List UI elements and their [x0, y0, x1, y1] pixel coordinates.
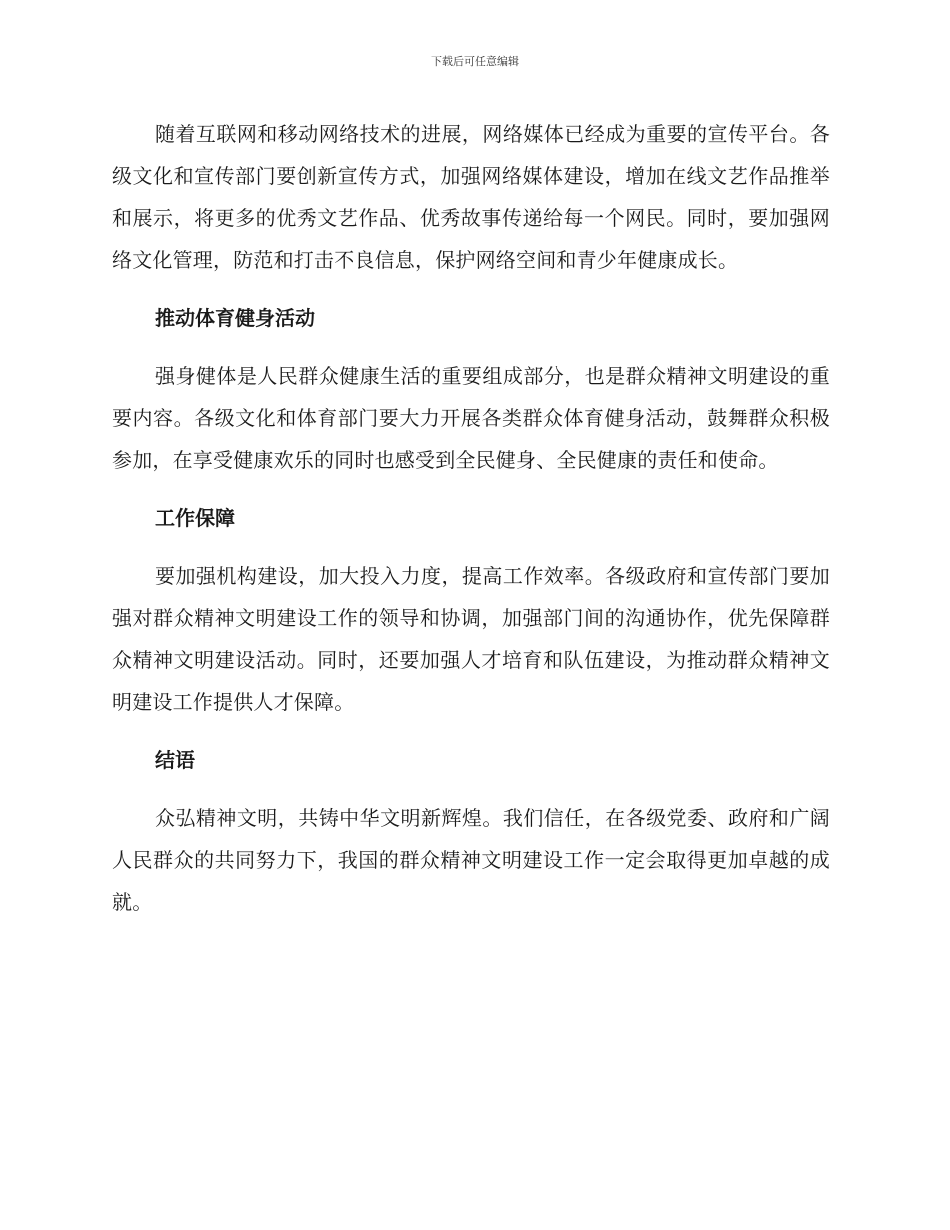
intro-paragraph: 随着互联网和移动网络技术的进展，网络媒体已经成为重要的宣传平台。各级文化和宣传部门要创新宣传方式，加强网络媒体建设，增加在线文艺作品推举和展示，将更多的优秀文艺作品、优秀故事传递给每一个网民。同时，要加强网络文化管理，防范和打击不良信息，保护网络空间和青少年健康成长。 [112, 122, 830, 272]
fitness-paragraph: 强身健体是人民群众健康生活的重要组成部分，也是群众精神文明建设的重要内容。各级文化和体育部门要大力开展各类群众体育健身活动，鼓舞群众积极参加，在享受健康欢乐的同时也感受到全民健身、全民健康的责任和使命。 [112, 364, 830, 472]
fitness-section-heading: 推动体育健身活动 [155, 306, 315, 330]
page-header: 下载后可任意编辑 [431, 55, 519, 68]
conclusion-paragraph: 众弘精神文明，共铸中华文明新辉煌。我们信任，在各级党委、政府和广阔人民群众的共同努力下，我国的群众精神文明建设工作一定会取得更加卓越的成就。 [112, 806, 830, 914]
guarantee-paragraph: 要加强机构建设，加大投入力度，提高工作效率。各级政府和宣传部门要加强对群众精神文明建设工作的领导和协调，加强部门间的沟通协作，优先保障群众精神文明建设活动。同时，还要加强人才培育和队伍建设，为推动群众精神文明建设工作提供人才保障。 [112, 564, 830, 714]
guarantee-section-heading: 工作保障 [155, 506, 235, 530]
conclusion-section-heading: 结语 [155, 748, 195, 772]
document-body [112, 113, 830, 939]
